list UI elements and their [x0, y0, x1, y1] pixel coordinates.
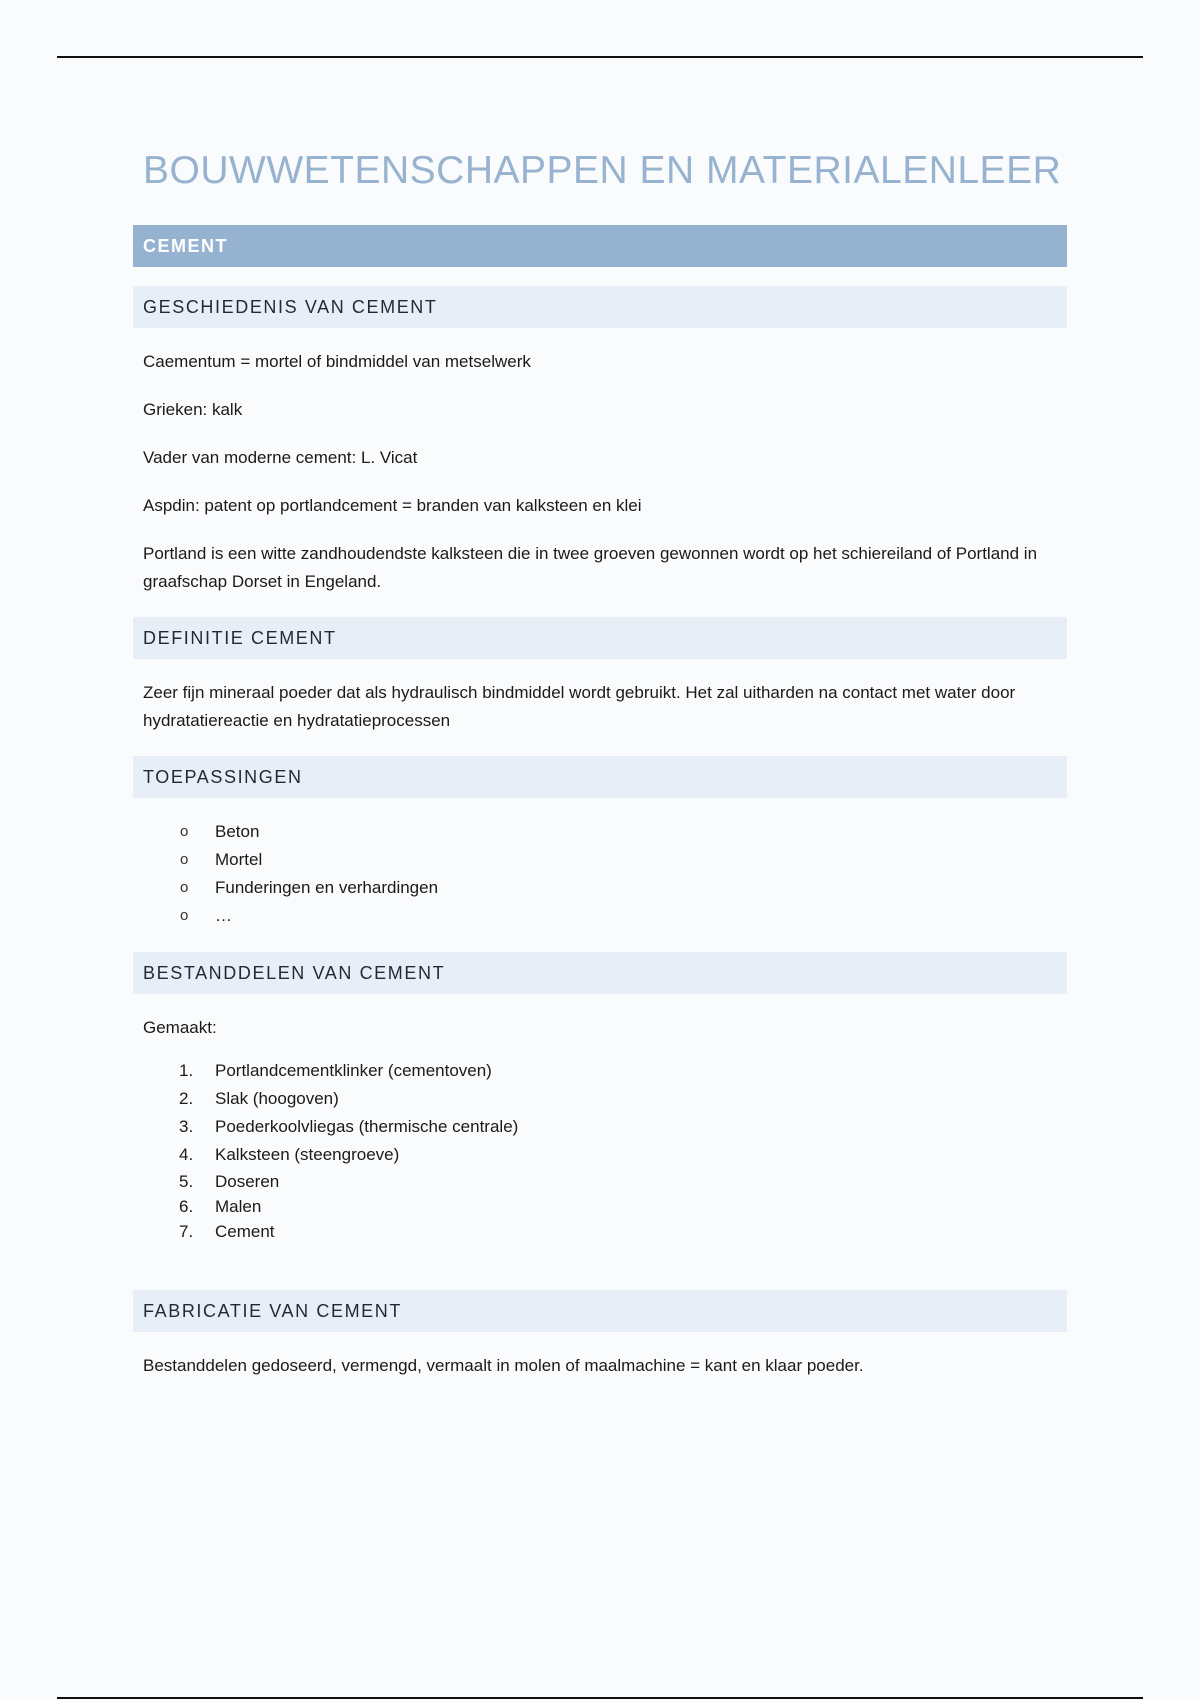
paragraph: Portland is een witte zandhoudendste kalksteen die in twee groeven gewonnen wordt op het schiereiland of Portland in graafschap Dorset in Engeland. [143, 544, 1038, 591]
list-item-text: Mortel [215, 850, 263, 869]
header-rule [57, 56, 1143, 58]
paragraph: Bestanddelen gedoseerd, vermengd, vermaalt in molen of maalmachine = kant en klaar poeder. [143, 1356, 864, 1375]
list-item-text: Cement [215, 1222, 275, 1241]
list-number: 7. [179, 1222, 194, 1241]
list-item-text: Funderingen en verhardingen [215, 878, 439, 897]
list-item [133, 1219, 1067, 1244]
list-item [133, 1169, 1067, 1194]
paragraph: Vader van moderne cement: L. Vicat [143, 448, 418, 467]
footer-rule [57, 1697, 1143, 1699]
list-item [133, 1085, 1067, 1113]
bullet-circle-icon: o [180, 879, 189, 896]
paragraph: Caementum = mortel of bindmiddel van metselwerk [143, 352, 531, 371]
list-item-text: Poederkoolvliegas (thermische centrale) [215, 1117, 519, 1136]
list-item-text: Slak (hoogoven) [215, 1089, 339, 1108]
bullet-circle-icon: o [180, 823, 189, 840]
list-item [133, 874, 1067, 902]
list-item [133, 1113, 1067, 1141]
list-item-text: Doseren [215, 1172, 280, 1191]
document-title: BOUWWETENSCHAPPEN EN MATERIALENLEER [143, 149, 1062, 192]
list-item-text: Portlandcementklinker (cementoven) [215, 1061, 492, 1080]
paragraph: Gemaakt: [143, 1018, 217, 1037]
section-heading-fabricatie: FABRICATIE VAN CEMENT [133, 1290, 1067, 1332]
chapter-heading: CEMENT [133, 225, 1067, 267]
list-item-text: Malen [215, 1197, 262, 1216]
section-heading-geschiedenis: GESCHIEDENIS VAN CEMENT [133, 286, 1067, 328]
list-number: 3. [179, 1117, 194, 1136]
list-item-text: Beton [215, 822, 260, 841]
section-heading-definitie: DEFINITIE CEMENT [133, 617, 1067, 659]
list-item [133, 1141, 1067, 1169]
bullet-circle-icon: o [180, 851, 189, 868]
section-heading-toepassingen: TOEPASSINGEN [133, 756, 1067, 798]
list-number: 5. [179, 1172, 194, 1191]
paragraph: Zeer fijn mineraal poeder dat als hydraulisch bindmiddel wordt gebruikt. Het zal uitharden na contact met water door hydratatiereactie en hydratatieprocessen [143, 683, 1016, 730]
list-item [133, 818, 1067, 846]
paragraph: Grieken: kalk [143, 400, 243, 419]
section-heading-bestanddelen: BESTANDDELEN VAN CEMENT [133, 952, 1067, 994]
toepassingen-list [133, 818, 1067, 930]
paragraph: Aspdin: patent op portlandcement = branden van kalksteen en klei [143, 496, 642, 515]
list-item-text: … [215, 906, 232, 925]
list-number: 6. [179, 1197, 194, 1216]
bullet-circle-icon: o [180, 907, 189, 924]
list-number: 2. [179, 1089, 194, 1108]
list-item [133, 902, 1067, 930]
list-number: 4. [179, 1145, 194, 1164]
list-item-text: Kalksteen (steengroeve) [215, 1145, 400, 1164]
list-number: 1. [179, 1061, 194, 1080]
list-item [133, 1057, 1067, 1085]
list-item [133, 1194, 1067, 1219]
document-body [133, 145, 1067, 1380]
bestanddelen-list [133, 1057, 1067, 1244]
list-item [133, 846, 1067, 874]
